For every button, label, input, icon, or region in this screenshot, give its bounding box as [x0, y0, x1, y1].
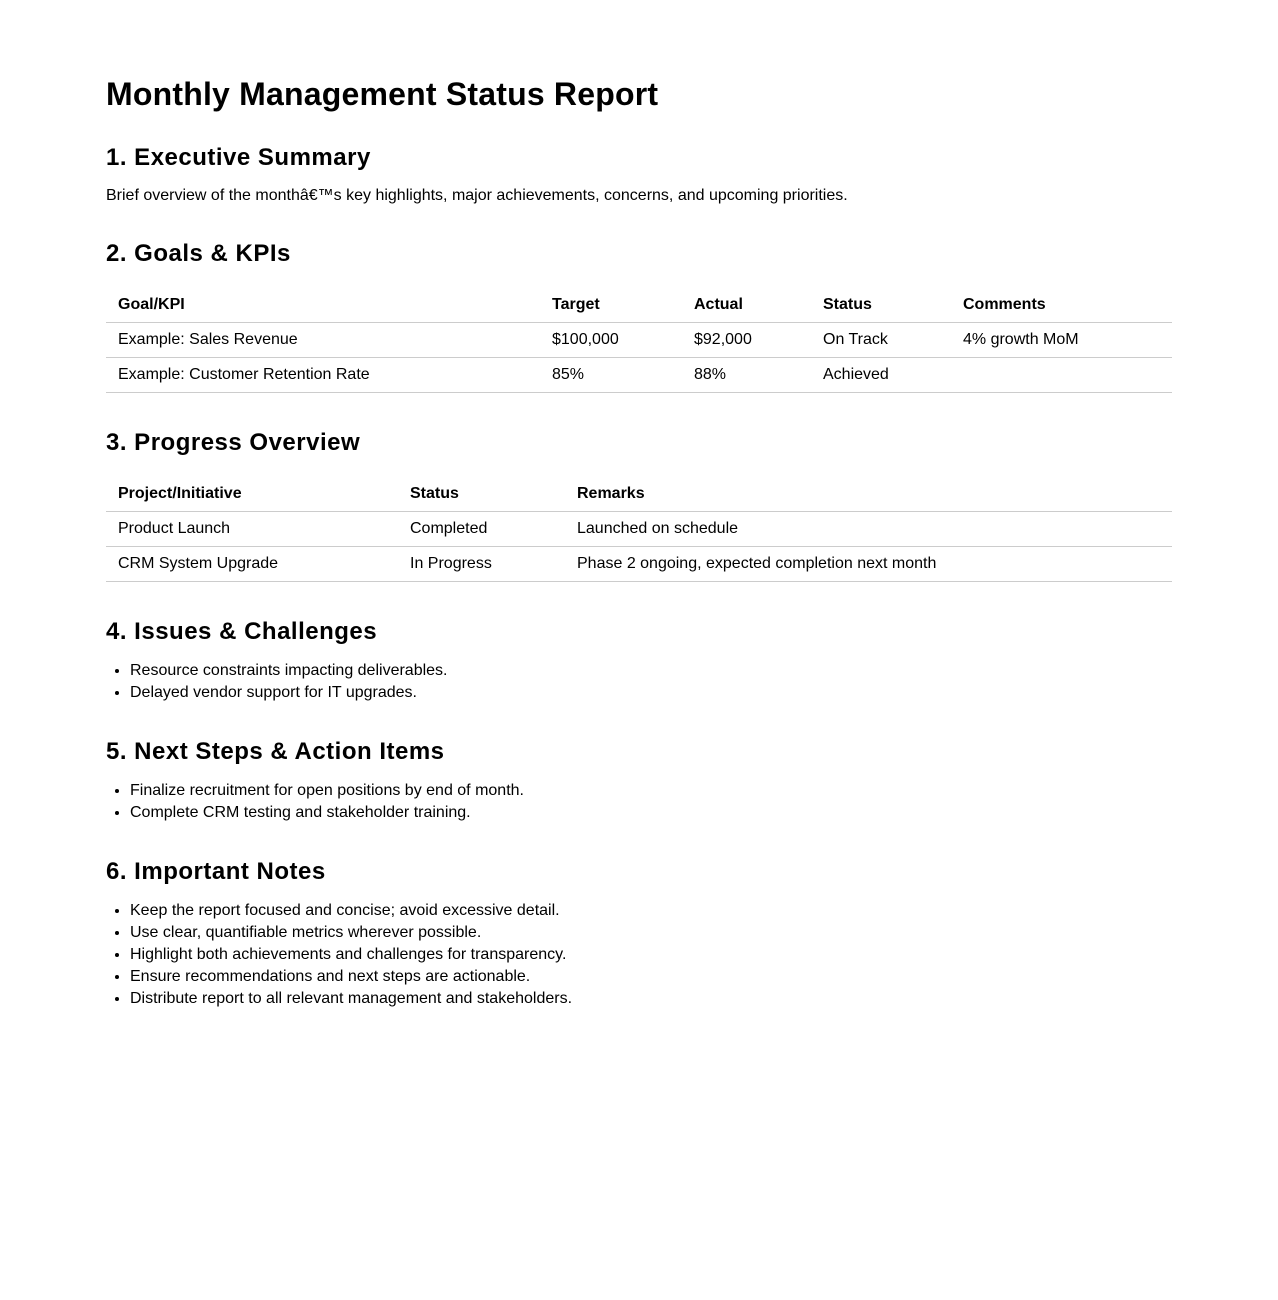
table-header-row — [106, 477, 1172, 512]
table-cell: Example: Sales Revenue — [106, 323, 540, 358]
list-item: • Delayed vendor support for IT upgrades. — [130, 682, 1172, 704]
goals-kpis-section — [106, 240, 1172, 393]
progress-overview-section — [106, 429, 1172, 582]
list-item: • Ensure recommendations and next steps are actionable. — [130, 966, 1172, 988]
column-header: Actual — [682, 288, 811, 323]
table-row — [106, 547, 1172, 582]
table-cell: 85% — [540, 358, 682, 393]
table-cell: 88% — [682, 358, 811, 393]
list-item: • Complete CRM testing and stakeholder training. — [130, 802, 1172, 824]
issues-section — [106, 618, 1172, 704]
column-header: Project/Initiative — [106, 477, 398, 512]
next-steps-list — [106, 780, 1172, 824]
issues-list — [106, 660, 1172, 704]
executive-summary-heading: 1. Executive Summary — [106, 144, 371, 171]
table-cell: 4% growth MoM — [951, 323, 1172, 358]
progress-overview-table — [106, 477, 1172, 582]
table-cell: Product Launch — [106, 512, 398, 547]
table-cell: In Progress — [398, 547, 565, 582]
table-cell: CRM System Upgrade — [106, 547, 398, 582]
executive-summary-text: Brief overview of the monthâ€™s key highlights, major achievements, concerns, and upcoming priorities. — [106, 187, 848, 204]
table-cell: Example: Customer Retention Rate — [106, 358, 540, 393]
notes-section — [106, 858, 1172, 1010]
progress-overview-heading: 3. Progress Overview — [106, 429, 361, 456]
table-cell: $92,000 — [682, 323, 811, 358]
list-item: • Finalize recruitment for open positions by end of month. — [130, 780, 1172, 802]
page-title: Monthly Management Status Report — [106, 76, 659, 112]
list-item: • Highlight both achievements and challenges for transparency. — [130, 944, 1172, 966]
column-header: Status — [811, 288, 951, 323]
table-row — [106, 323, 1172, 358]
notes-list — [106, 900, 1172, 1010]
list-item: • Distribute report to all relevant management and stakeholders. — [130, 988, 1172, 1010]
column-header: Status — [398, 477, 565, 512]
goals-kpis-heading: 2. Goals & KPIs — [106, 240, 291, 267]
goals-kpis-table — [106, 288, 1172, 393]
table-header-row — [106, 288, 1172, 323]
table-cell: Completed — [398, 512, 565, 547]
issues-heading: 4. Issues & Challenges — [106, 618, 378, 645]
list-item: • Resource constraints impacting deliverables. — [130, 660, 1172, 682]
list-item: • Keep the report focused and concise; avoid excessive detail. — [130, 900, 1172, 922]
executive-summary-section — [106, 144, 1172, 206]
notes-heading: 6. Important Notes — [106, 858, 326, 885]
table-row — [106, 358, 1172, 393]
column-header: Goal/KPI — [106, 288, 540, 323]
next-steps-heading: 5. Next Steps & Action Items — [106, 738, 445, 765]
table-cell: On Track — [811, 323, 951, 358]
table-cell: Phase 2 ongoing, expected completion next month — [565, 547, 1172, 582]
table-cell: $100,000 — [540, 323, 682, 358]
column-header: Comments — [951, 288, 1172, 323]
table-cell — [951, 358, 1172, 393]
column-header: Target — [540, 288, 682, 323]
table-row — [106, 512, 1172, 547]
table-cell: Launched on schedule — [565, 512, 1172, 547]
list-item: • Use clear, quantifiable metrics wherever possible. — [130, 922, 1172, 944]
table-cell: Achieved — [811, 358, 951, 393]
column-header: Remarks — [565, 477, 1172, 512]
next-steps-section — [106, 738, 1172, 824]
